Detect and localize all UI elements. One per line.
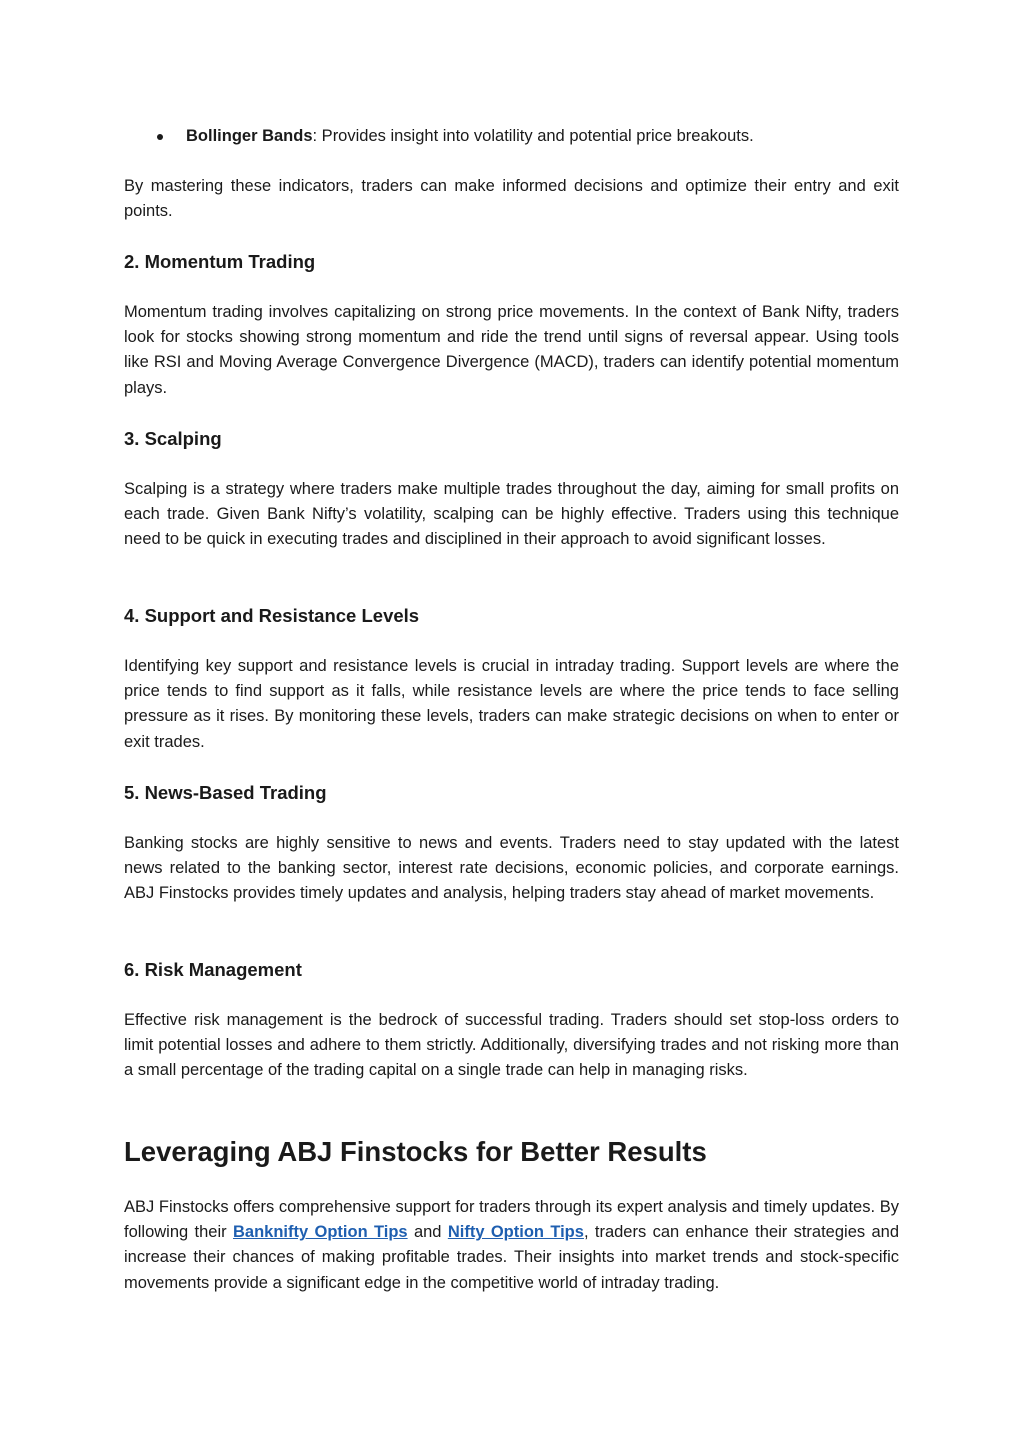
section-body-scalping: Scalping is a strategy where traders make multiple trades throughout the day, aiming for small profits on each trade. Given Bank Nifty’s volatility, scalping can be highly effective. Traders using this technique need to be quick in executing trades and disciplined in their approach to avoid significant losses. [124,480,899,549]
final-body-part2: and [407,1223,448,1242]
bullet-description: : Provides insight into volatility and potential price breakouts. [312,127,754,145]
bullet-text [186,124,754,149]
intro-paragraph: By mastering these indicators, traders can make informed decisions and optimize their entry and exit points. [124,177,899,221]
final-section-heading: Leveraging ABJ Finstocks for Better Results [124,1136,707,1167]
section-body-news-based-trading: Banking stocks are highly sensitive to news and events. Traders need to stay updated with the latest news related to the banking sector, interest rate decisions, economic policies, and corporate earnings. ABJ Finstocks provides timely updates and analysis, helping traders stay ahead of market movements. [124,834,899,903]
final-section-body [124,1195,899,1296]
section-heading-risk-management: 6. Risk Management [124,959,302,980]
banknifty-option-tips-link[interactable]: Banknifty Option Tips [232,1223,408,1242]
final-body-part3: , traders can enhance their strategies and increase their chances of making profitable trades. Their insights into market trends and stock-specific movements provide a significant edge in the competitive world of intraday trading. [124,1223,899,1292]
section-heading-support-resistance: 4. Support and Resistance Levels [124,605,420,626]
section-body-support-resistance: Identifying key support and resistance levels is crucial in intraday trading. Support levels are where the price tends to find support as it falls, while resistance levels are where the price tends to face selling pressure as it rises. By monitoring these levels, traders can make strategic decisions on when to enter or exit trades. [124,657,899,751]
section-body-risk-management: Effective risk management is the bedrock of successful trading. Traders should set stop-loss orders to limit potential losses and adhere to them strictly. Additionally, diversifying trades and not risking more than a small percentage of the trading capital on a single trade can help in managing risks. [124,1011,899,1080]
nifty-option-tips-link[interactable]: Nifty Option Tips [447,1223,584,1242]
section-body-momentum-trading: Momentum trading involves capitalizing on strong price movements. In the context of Bank Nifty, traders look for stocks showing strong momentum and ride the trend until signs of reversal appear. Using tools like RSI and Moving Average Convergence Divergence (MACD), traders can identify potential momentum plays. [124,303,899,397]
bullet-dot-icon [157,134,163,140]
final-body-part1: ABJ Finstocks offers comprehensive support for traders through its expert analysis and timely updates. By following their [124,1198,899,1242]
section-heading-scalping: 3. Scalping [124,428,222,449]
section-heading-momentum-trading: 2. Momentum Trading [124,251,316,272]
bullet-term: Bollinger Bands [186,127,313,145]
section-heading-news-based-trading: 5. News-Based Trading [124,782,327,803]
